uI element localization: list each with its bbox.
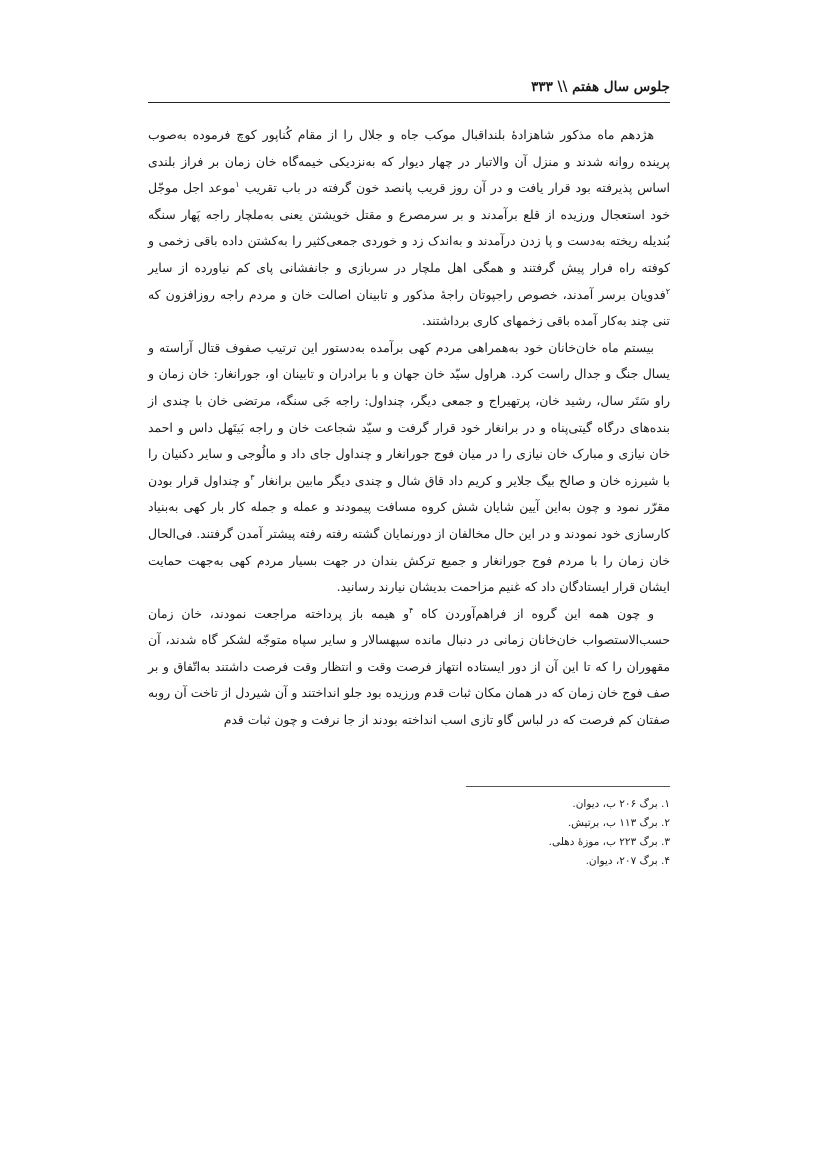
footnote-2: ۲. برگ ۱۱۳ ب، برتیش. [567,817,670,829]
paragraph-3: و چون همه این گروه از فراهم‌آوردن کاه $^۴$و هیمه باز پرداخته مراجعت نمودند، خان زمان حسب‌الاستصواب خان‌خانان زمانی در دنبال مانده سپهسالار و سایر سپاه متوجّه لشکر گاه شدند، آن مقهوران را که تا این آن از دور ایستاده انتهاز فرصت وقت و انتظار وقت فرصت داشتند به‌اتّفاق و بر صف فوج خان زمان که در همان مکان ثبات قدم ورزیده بود جلو انداختند و آن شیردل از تاخت آن روبه صفتان کم فرصت که در لباس گاو تازی اسب انداخته بودند از جا نرفت و چون ثبات قدم [148,605,670,728]
footnote-4: ۴. برگ ۲۰۷، دیوان. [585,855,670,867]
paragraph-2: بیستم ماه خان‌خانان خود به‌همراهی مردم کهی برآمده به‌دستور این ترتیب صفوف قتال آراسته و یسال جنگ و جدال راست کرد. هراول سیّد خان جهان و با برادران و تابینان او، جورانغار: خان زمان و راو سَتَر سال، رشید خان، پرتهیراج و جمعی دیگر، چنداول: راجه جَی سنگه، مرتضی خان با چندی از بنده‌های درگاه گیتی‌پناه و در برانغار خود قرار گرفت و سیّد شجاعت خان و راجه بَیتَهل داس و احمد خان نیازی و مبارک خان نیازی را در میان فوج جورانغار و چنداول جای داد و مالُوجی و سایر دکنیان را با شیرزه خان و صالح بیگ جلایر و کریم داد قاق شال و چندی دیگر مابین برانغار $^۳$و چنداول قرار بودن مقرّر نمود و چون به‌این آیین شایان شش کروه مسافت پیمودند و عمله و جمله کار بار کهی به‌بنیاد کارسازی خود نمودند و در این حال مخالفان از دورنمایان گشته رفته رفته پیشتر آمدن گرفتند. فی‌الحال خان زمان را با مردم فوج جورانغار و جمیع ترکش بندان در جهت بسیار مردم کهی به‌جهت حمایت ایشان قرار ایستادگان داد که غنیم مزاحمت بدیشان نیارند رسانید. [148,339,670,595]
running-header [148,72,670,103]
footnote-ref-4[interactable]: ۴ [409,605,414,615]
footnote-ref-2[interactable]: ۲ [665,286,670,296]
footnote-3: ۳. برگ ۲۲۳ ب، موزۀ دهلی. [548,836,670,848]
running-title: جلوس سال هفتم \\ ۳۳۳ [531,79,670,95]
footnote-1: ۱. برگ ۲۰۶ ب، دیوان. [572,798,670,810]
paragraph-1: هژدهم ماه مذکور شاهزادۀ بلنداقبال موکب جاه و جلال را از مقام کُناپور کوچ فرموده به‌صوب پرینده روانه شدند و منزل آن والاتبار در چهار دیوار که به‌نزدیکی خیمه‌گاه خان زمان بر فراز بلندی اساس پذیرفته بود قرار یافت و در آن روز قریب پانصد خون گرفته در باب تقریب $^۱$موعد اجل موجّل خود استعجال ورزیده از قلع برآمدند و بر سرمصرع و مقتل خویشتن یعنی به‌ملچار راجه پَهار سنگه بُندیله ریخته به‌دست و پا زدن درآمدند و به‌اندک زد و خوردی جمعی‌کثیر را به‌کشتن داده باقی زخمی و کوفته راه فرار پیش گرفتند و همگی اهل ملچار در سربازی و جانفشانی پای کم نیاورده از سایر $^۲$فدویان برسر آمدند، خصوص راجپوتان راجۀ مذکور و تابینان اصالت خان و مردم راجه روزافزون که تنی چند به‌کار آمده باقی زخمهای کاری برداشتند. [148,127,670,329]
footnote-ref-1[interactable]: ۱ [235,180,240,190]
footnote-divider [466,786,670,787]
footnotes-list [380,795,684,871]
footnote-ref-3[interactable]: ۳ [250,472,255,482]
main-text [148,122,670,734]
